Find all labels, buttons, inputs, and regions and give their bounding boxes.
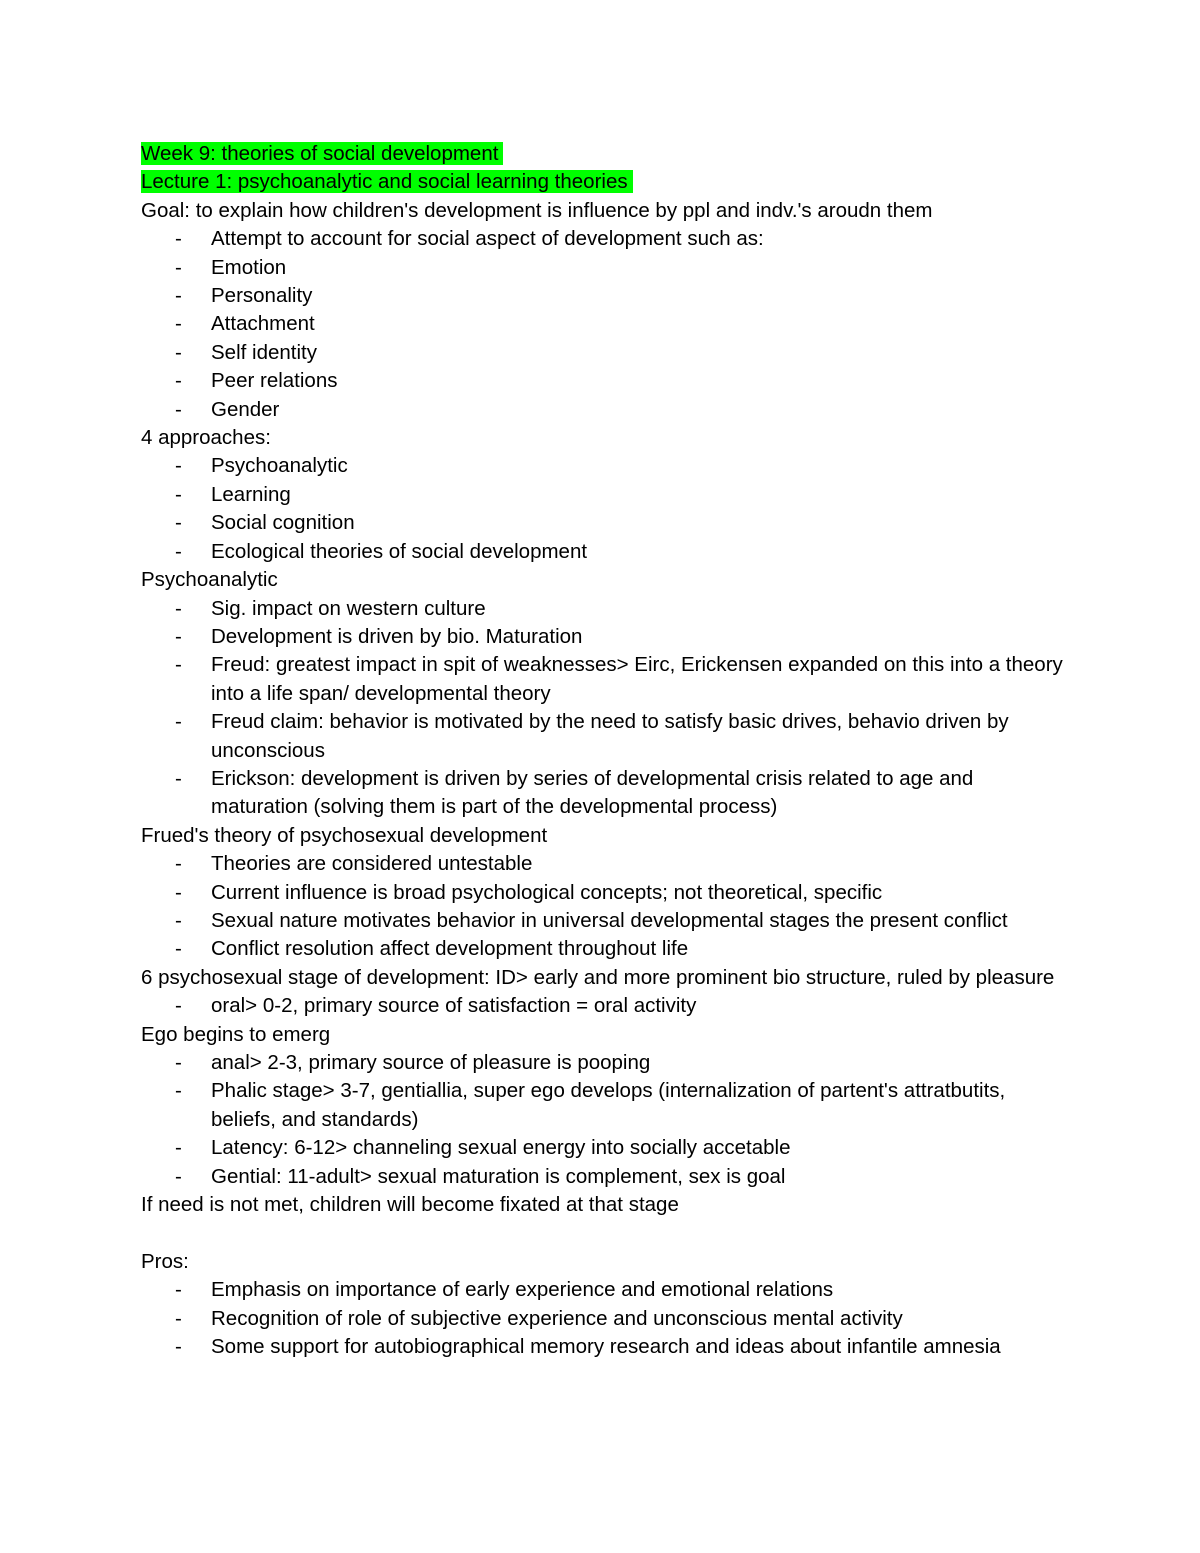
list-item-text: Current influence is broad psychological concepts; not theoretical, specific	[211, 880, 883, 904]
bullet-dash: -	[175, 1335, 182, 1359]
notes-section	[141, 1191, 1071, 1219]
list-item-text: Latency: 6-12> channeling sexual energy into socially accetable	[211, 1136, 791, 1160]
section-intro: Goal: to explain how children's development is influence by ppl and indv.'s aroudn them	[141, 198, 933, 222]
list-item	[141, 595, 1071, 623]
bullet-dash: -	[175, 1306, 182, 1330]
section-intro: Pros:	[141, 1249, 189, 1273]
bullet-dash: -	[175, 312, 182, 336]
list-item	[141, 1333, 1071, 1361]
section-intro: 6 psychosexual stage of development: ID> early and more prominent bio structure, ruled by pleasure	[141, 965, 1055, 989]
list-item	[141, 509, 1071, 537]
list-item-text: Recognition of role of subjective experience and unconscious mental activity	[211, 1306, 903, 1330]
bullet-dash: -	[175, 511, 182, 535]
list-item	[141, 1134, 1071, 1162]
notes-section	[141, 822, 1071, 964]
list-item	[141, 992, 1071, 1020]
bullet-dash: -	[175, 880, 182, 904]
bullet-dash: -	[175, 284, 182, 308]
list-item	[141, 907, 1071, 935]
list-item	[141, 1276, 1071, 1304]
list-item-text: Development is driven by bio. Maturation	[211, 624, 583, 648]
list-item-text: Phalic stage> 3-7, gentiallia, super ego develops (internalization of partent's attratbutits, beliefs, and standards)	[211, 1079, 1006, 1131]
list-item-text: Freud: greatest impact in spit of weaknesses> Eirc, Erickensen expanded on this into a theory into a life span/ developmental theory	[211, 653, 1063, 705]
list-item-text: Gential: 11-adult> sexual maturation is complement, sex is goal	[211, 1164, 786, 1188]
notes-section	[141, 424, 1071, 566]
section-intro: 4 approaches:	[141, 426, 271, 450]
list-item	[141, 850, 1071, 878]
lecture-heading	[141, 168, 1071, 196]
list-item	[141, 339, 1071, 367]
list-item	[141, 254, 1071, 282]
bullet-dash: -	[175, 852, 182, 876]
bullet-dash: -	[175, 908, 182, 932]
bullet-dash: -	[175, 624, 182, 648]
list-item-text: Theories are considered untestable	[211, 852, 533, 876]
list-item-text: Erickson: development is driven by series of developmental crisis related to age and maturation (solving them is part of the developmental process)	[211, 766, 974, 819]
section-intro: Ego begins to emerg	[141, 1022, 331, 1046]
bullet-dash: -	[175, 937, 182, 961]
list-item-text: Personality	[211, 284, 313, 308]
bullet-dash: -	[175, 994, 182, 1018]
notes-section	[141, 964, 1071, 1021]
list-item	[141, 396, 1071, 424]
bullet-dash: -	[175, 596, 182, 620]
list-item	[141, 1049, 1071, 1077]
list-item	[141, 708, 1071, 765]
lecture-heading-text: Lecture 1: psychoanalytic and social learning theories	[141, 170, 633, 193]
list-item	[141, 452, 1071, 480]
list-item-text: Gender	[211, 397, 280, 421]
list-item-text: Psychoanalytic	[211, 454, 348, 478]
list-item-text: Emotion	[211, 255, 287, 279]
bullet-dash: -	[175, 766, 182, 790]
bullet-dash: -	[175, 369, 182, 393]
list-item-text: Sig. impact on western culture	[211, 596, 486, 620]
list-item	[141, 623, 1071, 651]
section-intro: If need is not met, children will become fixated at that stage	[141, 1193, 679, 1217]
bullet-dash: -	[175, 227, 182, 251]
bullet-dash: -	[175, 1278, 182, 1302]
list-item-text: Self identity	[211, 340, 317, 364]
list-item	[141, 282, 1071, 310]
list-item-text: Conflict resolution affect development throughout life	[211, 937, 689, 961]
list-item	[141, 481, 1071, 509]
list-item-text: Ecological theories of social development	[211, 539, 588, 563]
list-item	[141, 765, 1071, 822]
list-item-text: anal> 2-3, primary source of pleasure is pooping	[211, 1051, 651, 1074]
list-item	[141, 310, 1071, 338]
list-item-text: Emphasis on importance of early experience and emotional relations	[211, 1278, 834, 1302]
document-page	[141, 140, 1071, 1361]
bullet-dash: -	[175, 340, 182, 364]
bullet-dash: -	[175, 539, 182, 563]
list-item	[141, 538, 1071, 566]
list-item-text: Freud claim: behavior is motivated by the need to satisfy basic drives, behavio driven by unconscious	[211, 710, 1009, 762]
bullet-dash: -	[175, 397, 182, 421]
list-item	[141, 1163, 1071, 1191]
list-item-text: Attempt to account for social aspect of development such as:	[211, 227, 764, 251]
list-item-text: Peer relations	[211, 369, 338, 393]
list-item-text: Social cognition	[211, 511, 355, 535]
notes-section	[141, 1219, 1071, 1247]
list-item	[141, 651, 1071, 708]
list-item	[141, 367, 1071, 395]
list-item-text: oral> 0-2, primary source of satisfaction = oral activity	[211, 994, 697, 1018]
blank-line	[141, 1219, 1071, 1247]
bullet-dash: -	[175, 1164, 182, 1188]
list-item	[141, 225, 1071, 253]
list-item-text: Learning	[211, 482, 291, 506]
list-item	[141, 935, 1071, 963]
section-intro: Frued's theory of psychosexual development	[141, 823, 548, 847]
notes-section	[141, 1021, 1071, 1191]
bullet-dash: -	[175, 454, 182, 478]
bullet-dash: -	[175, 1136, 182, 1160]
week-heading-text: Week 9: theories of social development	[141, 142, 503, 165]
list-item	[141, 1305, 1071, 1333]
list-item-text: Attachment	[211, 312, 315, 336]
week-heading	[141, 140, 1071, 168]
section-intro: Psychoanalytic	[141, 568, 278, 592]
list-item	[141, 879, 1071, 907]
bullet-dash: -	[175, 255, 182, 279]
bullet-dash: -	[175, 1051, 182, 1074]
list-item-text: Sexual nature motivates behavior in universal developmental stages the present conflict	[211, 908, 1008, 932]
list-item-text: Some support for autobiographical memory research and ideas about infantile amnesia	[211, 1335, 1001, 1359]
notes-section	[141, 566, 1071, 822]
bullet-dash: -	[175, 653, 182, 677]
bullet-dash: -	[175, 482, 182, 506]
bullet-dash: -	[175, 1079, 182, 1103]
bullet-dash: -	[175, 710, 182, 734]
notes-section	[141, 197, 1071, 424]
notes-section	[141, 1248, 1071, 1362]
notes-body	[141, 197, 1071, 1362]
list-item	[141, 1077, 1071, 1134]
